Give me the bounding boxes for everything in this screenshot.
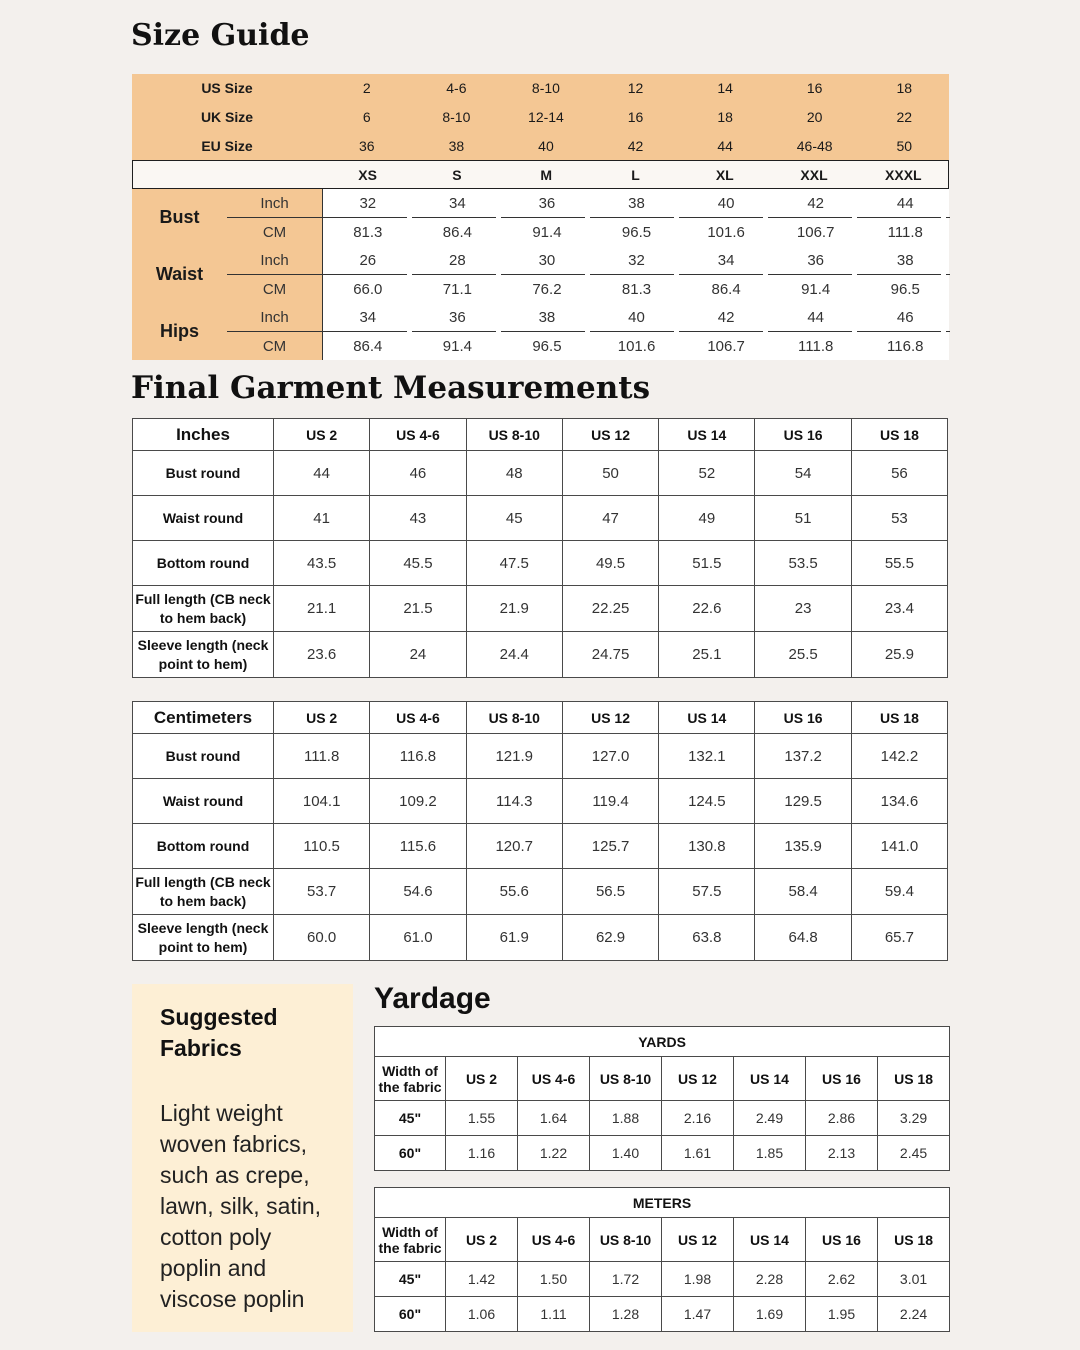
us-size-cell: 14 — [717, 80, 733, 96]
value-cell: 41 — [274, 496, 370, 541]
size-header: US 4-6 — [518, 1057, 590, 1101]
value-cell: 53 — [851, 496, 947, 541]
measure-row-cm — [323, 332, 950, 360]
measure-values — [322, 246, 949, 303]
measure-value: 36 — [807, 251, 825, 269]
row-label: Sleeve length (neck point to hem) — [133, 632, 274, 678]
table-row — [133, 451, 948, 496]
value-cell: 3.01 — [878, 1262, 950, 1297]
value-cell: 1.69 — [734, 1297, 806, 1332]
uk-size-cell: 12-14 — [528, 108, 564, 125]
table-row — [133, 734, 948, 779]
value-cell: 52 — [659, 451, 755, 496]
measure-value: 86.4 — [442, 223, 472, 241]
unit-cm-label: CM — [262, 337, 287, 355]
uk-size-cell: 6 — [362, 108, 371, 125]
width-label: Width of the fabric — [375, 1057, 446, 1101]
size-header: US 16 — [806, 1218, 878, 1262]
value-cell: 1.42 — [446, 1262, 518, 1297]
value-cell: 3.29 — [878, 1101, 950, 1136]
table-row — [375, 1297, 950, 1332]
value-cell: 120.7 — [466, 824, 562, 869]
value-cell: 63.8 — [659, 915, 755, 961]
fabric-width: 45" — [375, 1262, 446, 1297]
size-header: US 12 — [662, 1218, 734, 1262]
row-label: Bottom round — [133, 824, 274, 869]
value-cell: 24.4 — [466, 632, 562, 678]
value-divider — [323, 274, 950, 275]
us-size-cell: 8-10 — [531, 80, 560, 96]
measure-value: 28 — [449, 251, 466, 269]
value-cell: 114.3 — [466, 779, 562, 824]
value-cell: 142.2 — [851, 734, 947, 779]
measure-value: 30 — [538, 251, 556, 269]
measure-name: Bust — [132, 189, 227, 246]
uk-size-cell: 16 — [627, 108, 644, 125]
row-label: Sleeve length (neck point to hem) — [133, 915, 274, 961]
us-size-cell: 4-6 — [446, 80, 467, 96]
unit-cm-label: CM — [262, 280, 287, 298]
value-cell: 43.5 — [274, 541, 370, 586]
value-cell: 24 — [370, 632, 466, 678]
table-row — [375, 1101, 950, 1136]
measure-value: 81.3 — [621, 280, 652, 298]
value-cell: 65.7 — [851, 915, 947, 961]
size-guide-title: Size Guide — [131, 18, 310, 53]
value-cell: 62.9 — [562, 915, 658, 961]
row-label: Full length (CB neck to hem back) — [133, 869, 274, 915]
eu-size-cell: 50 — [896, 137, 913, 154]
measure-value: 106.7 — [707, 337, 745, 355]
value-cell: 1.95 — [806, 1297, 878, 1332]
size-header: US 14 — [659, 702, 755, 734]
eu-size-label: EU Size — [201, 137, 253, 154]
row-label: Bust round — [133, 451, 274, 496]
value-cell: 111.8 — [274, 734, 370, 779]
measure-block-waist — [132, 246, 949, 303]
size-header: US 8-10 — [466, 702, 562, 734]
value-cell: 59.4 — [851, 869, 947, 915]
size-header: US 2 — [446, 1218, 518, 1262]
measure-value: 91.4 — [801, 280, 831, 298]
unit-title: YARDS — [375, 1027, 950, 1057]
value-cell: 45 — [466, 496, 562, 541]
size-header: US 2 — [446, 1057, 518, 1101]
value-cell: 54.6 — [370, 869, 466, 915]
size-header: US 4-6 — [370, 702, 466, 734]
measure-value: 34 — [717, 251, 735, 269]
size-header: US 8-10 — [466, 419, 562, 451]
unit-column — [227, 246, 322, 303]
measure-value: 86.4 — [711, 280, 741, 298]
eu-size-cell: 36 — [359, 137, 375, 154]
unit-inch-label: Inch — [260, 251, 289, 269]
measure-value: 38 — [538, 308, 556, 326]
value-cell: 60.0 — [274, 915, 370, 961]
row-label: Full length (CB neck to hem back) — [133, 586, 274, 632]
header-row — [375, 1057, 950, 1101]
value-cell: 2.45 — [878, 1136, 950, 1171]
size-header: US 2 — [274, 419, 370, 451]
unit-cm-label: CM — [262, 223, 287, 241]
value-cell: 57.5 — [659, 869, 755, 915]
value-cell: 47.5 — [466, 541, 562, 586]
size-header: US 12 — [562, 702, 658, 734]
measure-value: 34 — [449, 194, 466, 212]
value-cell: 23 — [755, 586, 851, 632]
value-cell: 21.1 — [274, 586, 370, 632]
value-cell: 53.7 — [274, 869, 370, 915]
value-cell: 49.5 — [562, 541, 658, 586]
value-cell: 127.0 — [562, 734, 658, 779]
letters-size-cell: XXL — [800, 166, 828, 183]
value-cell: 47 — [562, 496, 658, 541]
value-cell: 2.49 — [734, 1101, 806, 1136]
table-row — [133, 586, 948, 632]
value-cell: 49 — [659, 496, 755, 541]
measure-value: 86.4 — [353, 337, 383, 355]
value-cell: 56 — [851, 451, 947, 496]
uk-size-cell: 8-10 — [442, 108, 471, 125]
value-cell: 1.98 — [662, 1262, 734, 1297]
measure-row-cm — [323, 218, 950, 246]
measure-block-bust — [132, 189, 949, 246]
size-header: US 8-10 — [590, 1218, 662, 1262]
measure-value: 42 — [717, 308, 735, 326]
value-cell: 134.6 — [851, 779, 947, 824]
measure-value: 32 — [359, 194, 377, 212]
value-cell: 55.6 — [466, 869, 562, 915]
value-cell: 55.5 — [851, 541, 947, 586]
value-cell: 51.5 — [659, 541, 755, 586]
value-cell: 137.2 — [755, 734, 851, 779]
value-cell: 1.16 — [446, 1136, 518, 1171]
table-row — [133, 632, 948, 678]
measure-value: 36 — [449, 308, 466, 326]
letters-size-cell: M — [540, 166, 553, 183]
header-row — [133, 419, 948, 451]
measure-name: Hips — [132, 303, 227, 360]
measure-row-cm — [323, 275, 950, 303]
uk-size-cell: 20 — [806, 108, 823, 125]
eu-size-cell: 46-48 — [796, 137, 833, 154]
measure-value: 96.5 — [890, 280, 920, 298]
header-row — [375, 1218, 950, 1262]
measure-value: 34 — [359, 308, 377, 326]
value-cell: 1.22 — [518, 1136, 590, 1171]
measure-value: 40 — [717, 194, 735, 212]
value-cell: 43 — [370, 496, 466, 541]
size-header: US 18 — [878, 1057, 950, 1101]
table-row — [133, 779, 948, 824]
width-label: Width of the fabric — [375, 1218, 446, 1262]
measure-value: 32 — [628, 251, 645, 269]
letters-size-cell: XS — [358, 166, 377, 183]
value-cell: 1.64 — [518, 1101, 590, 1136]
value-cell: 21.5 — [370, 586, 466, 632]
measure-value: 42 — [807, 194, 825, 212]
measure-value: 66.0 — [353, 280, 383, 298]
measure-value: 111.8 — [798, 337, 834, 355]
size-header: US 2 — [274, 702, 370, 734]
measure-value: 26 — [359, 251, 377, 269]
size-header: US 18 — [851, 419, 947, 451]
measure-row-inch — [323, 303, 950, 331]
letters-size-cell: XXXL — [885, 166, 922, 183]
measure-value: 91.4 — [532, 223, 562, 241]
value-cell: 116.8 — [370, 734, 466, 779]
value-cell: 2.13 — [806, 1136, 878, 1171]
value-cell: 1.88 — [590, 1101, 662, 1136]
garment-centimeters-table — [132, 701, 948, 961]
measure-value: 38 — [628, 194, 645, 212]
measure-value: 101.6 — [617, 337, 656, 355]
unit-title: METERS — [375, 1188, 950, 1218]
value-cell: 46 — [370, 451, 466, 496]
value-cell: 45.5 — [370, 541, 466, 586]
unit-label: Centimeters — [133, 702, 274, 734]
us-size-cell: 2 — [362, 80, 371, 96]
fabric-width: 60" — [375, 1136, 446, 1171]
value-cell: 2.86 — [806, 1101, 878, 1136]
unit-inch-label: Inch — [260, 308, 289, 326]
value-cell: 1.72 — [590, 1262, 662, 1297]
measure-value: 106.7 — [796, 223, 835, 241]
measure-value: 36 — [538, 194, 556, 212]
value-cell: 23.6 — [274, 632, 370, 678]
fabric-width: 45" — [375, 1101, 446, 1136]
measure-values — [322, 189, 949, 246]
fabric-width: 60" — [375, 1297, 446, 1332]
value-cell: 1.50 — [518, 1262, 590, 1297]
value-cell: 141.0 — [851, 824, 947, 869]
value-cell: 110.5 — [274, 824, 370, 869]
us-size-cell: 12 — [627, 80, 644, 96]
value-divider — [323, 217, 950, 218]
value-cell: 1.55 — [446, 1101, 518, 1136]
size-header: US 4-6 — [518, 1218, 590, 1262]
letters-size-cell: XL — [715, 166, 734, 183]
measure-row-inch — [323, 246, 950, 274]
value-cell: 51 — [755, 496, 851, 541]
measure-value: 44 — [807, 308, 825, 326]
size-header: US 8-10 — [590, 1057, 662, 1101]
us-size-cell: 18 — [896, 80, 913, 96]
measure-value: 46 — [896, 308, 914, 326]
value-cell: 61.9 — [466, 915, 562, 961]
uk-size-cell: 22 — [896, 108, 913, 125]
table-row — [133, 824, 948, 869]
value-cell: 2.16 — [662, 1101, 734, 1136]
value-cell: 53.5 — [755, 541, 851, 586]
size-header: US 12 — [662, 1057, 734, 1101]
uk-size-row — [132, 102, 949, 131]
value-cell: 22.6 — [659, 586, 755, 632]
unit-inch-label: Inch — [260, 194, 289, 212]
table-row — [133, 541, 948, 586]
us-size-cell: 16 — [806, 80, 823, 96]
value-cell: 54 — [755, 451, 851, 496]
value-cell: 2.62 — [806, 1262, 878, 1297]
value-cell: 64.8 — [755, 915, 851, 961]
uk-size-label: UK Size — [200, 108, 254, 125]
row-label: Waist round — [133, 496, 274, 541]
table-row — [133, 496, 948, 541]
value-cell: 56.5 — [562, 869, 658, 915]
size-header: US 16 — [755, 419, 851, 451]
letters-size-cell: S — [452, 166, 462, 183]
measure-block-hips — [132, 303, 949, 360]
value-cell: 2.24 — [878, 1297, 950, 1332]
value-cell: 129.5 — [755, 779, 851, 824]
suggested-fabrics-title: Suggested Fabrics — [160, 1004, 278, 1061]
table-row — [375, 1136, 950, 1171]
table-row — [133, 915, 948, 961]
value-cell: 50 — [562, 451, 658, 496]
size-header: US 18 — [878, 1218, 950, 1262]
eu-size-cell: 40 — [538, 137, 554, 154]
eu-size-cell: 44 — [717, 137, 733, 154]
value-cell: 104.1 — [274, 779, 370, 824]
row-label: Waist round — [133, 779, 274, 824]
value-cell: 1.61 — [662, 1136, 734, 1171]
value-cell: 1.06 — [446, 1297, 518, 1332]
value-cell: 1.47 — [662, 1297, 734, 1332]
measure-value: 71.1 — [442, 280, 472, 298]
value-cell: 115.6 — [370, 824, 466, 869]
size-header: US 16 — [806, 1057, 878, 1101]
garment-inches-table — [132, 418, 948, 678]
letter-size-row — [132, 160, 949, 189]
eu-size-row — [132, 131, 949, 160]
measure-value: 81.3 — [353, 223, 383, 241]
yardage-meters-table — [374, 1187, 950, 1332]
value-cell: 23.4 — [851, 586, 947, 632]
row-label: Bust round — [133, 734, 274, 779]
measure-value: 38 — [896, 251, 914, 269]
table-row — [375, 1262, 950, 1297]
final-garment-title: Final Garment Measurements — [131, 370, 651, 406]
letters-size-cell: L — [631, 166, 640, 183]
yardage-yards-table — [374, 1026, 950, 1171]
value-cell: 25.5 — [755, 632, 851, 678]
measure-value: 76.2 — [532, 280, 562, 298]
size-header: US 4-6 — [370, 419, 466, 451]
value-cell: 44 — [274, 451, 370, 496]
suggested-fabrics-body: Light weight woven fabrics, such as crepe, lawn, silk, satin, cotton poly poplin and viscose poplin — [160, 1100, 322, 1312]
value-cell: 1.40 — [590, 1136, 662, 1171]
value-cell: 1.11 — [518, 1297, 590, 1332]
measure-value: 96.5 — [532, 337, 562, 355]
value-cell: 132.1 — [659, 734, 755, 779]
value-cell: 58.4 — [755, 869, 851, 915]
measure-value: 96.5 — [621, 223, 652, 241]
size-header: US 14 — [659, 419, 755, 451]
value-cell: 130.8 — [659, 824, 755, 869]
value-cell: 1.28 — [590, 1297, 662, 1332]
unit-title-row — [375, 1188, 950, 1218]
value-cell: 119.4 — [562, 779, 658, 824]
value-cell: 125.7 — [562, 824, 658, 869]
value-cell: 48 — [466, 451, 562, 496]
size-header: US 14 — [734, 1218, 806, 1262]
unit-column — [227, 189, 322, 246]
value-cell: 25.1 — [659, 632, 755, 678]
size-header: US 14 — [734, 1057, 806, 1101]
uk-size-cell: 18 — [717, 108, 733, 125]
value-cell: 22.25 — [562, 586, 658, 632]
measure-value: 111.8 — [887, 223, 923, 241]
value-cell: 1.85 — [734, 1136, 806, 1171]
value-cell: 109.2 — [370, 779, 466, 824]
measure-value: 116.8 — [887, 337, 924, 355]
suggested-fabrics-panel — [132, 984, 353, 1332]
size-header: US 16 — [755, 702, 851, 734]
unit-label: Inches — [133, 419, 274, 451]
value-cell: 61.0 — [370, 915, 466, 961]
size-header: US 12 — [562, 419, 658, 451]
measure-value: 44 — [896, 194, 914, 212]
us-size-row — [132, 74, 949, 102]
value-cell: 2.28 — [734, 1262, 806, 1297]
header-row — [133, 702, 948, 734]
value-cell: 21.9 — [466, 586, 562, 632]
value-cell: 121.9 — [466, 734, 562, 779]
measure-name: Waist — [132, 246, 227, 303]
measure-value: 91.4 — [442, 337, 472, 355]
value-cell: 24.75 — [562, 632, 658, 678]
eu-size-cell: 42 — [627, 137, 644, 154]
measure-values — [322, 303, 949, 360]
measure-value: 101.6 — [707, 223, 745, 241]
value-divider — [323, 331, 950, 332]
unit-title-row — [375, 1027, 950, 1057]
size-guide-table — [132, 74, 949, 360]
value-cell: 25.9 — [851, 632, 947, 678]
eu-size-cell: 38 — [448, 137, 465, 154]
value-cell: 124.5 — [659, 779, 755, 824]
measure-value: 40 — [628, 308, 645, 326]
value-cell: 135.9 — [755, 824, 851, 869]
table-row — [133, 869, 948, 915]
unit-column — [227, 303, 322, 360]
yardage-title: Yardage — [374, 982, 491, 1015]
size-header: US 18 — [851, 702, 947, 734]
measure-row-inch — [323, 189, 950, 217]
row-label: Bottom round — [133, 541, 274, 586]
us-size-label: US Size — [201, 80, 253, 96]
